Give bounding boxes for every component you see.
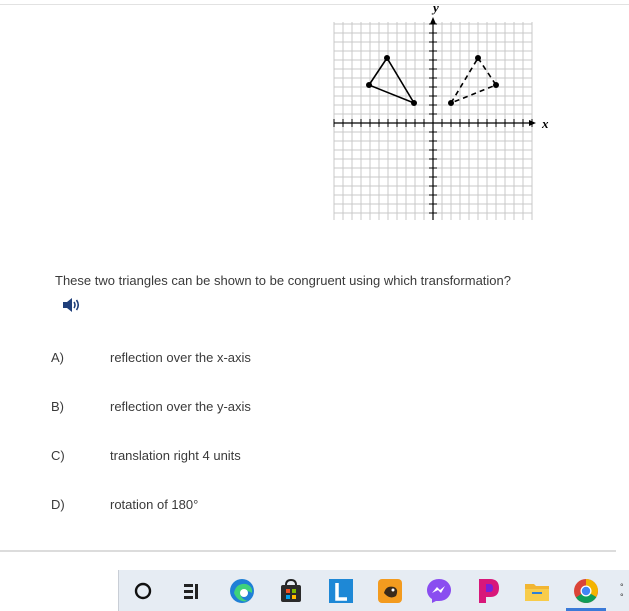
taskbar [0,570,629,611]
bottom-divider [0,550,616,552]
vertex-point [366,82,372,88]
answer-choice-c[interactable] [0,444,629,468]
chrome-browser-icon[interactable] [570,575,602,607]
widgets-icon[interactable] [175,575,207,607]
vertex-point [448,100,454,106]
choice-text: translation right 4 units [110,448,241,463]
vertex-point [493,82,499,88]
x-axis-label: x [542,116,549,131]
vertex-point [384,55,390,61]
speaker-icon[interactable] [61,296,83,314]
coordinate-graph [326,0,549,225]
edge-browser-icon[interactable] [226,575,258,607]
file-explorer-icon[interactable] [521,575,553,607]
messenger-icon[interactable] [423,575,455,607]
answer-choice-b[interactable] [0,395,629,419]
choice-letter: B) [51,399,64,414]
y-axis-label: y [433,0,439,15]
choice-text: reflection over the y-axis [110,399,251,414]
store-icon[interactable] [275,575,307,607]
choice-text: reflection over the x-axis [110,350,251,365]
vertex-point [475,55,481,61]
y-axis-arrow [430,17,436,24]
overflow-indicator: ° ° [620,582,624,602]
taskbar-search-box[interactable] [0,570,119,611]
task-view-icon[interactable] [127,575,159,607]
choice-letter: A) [51,350,64,365]
choice-text: rotation of 180° [110,497,199,512]
answer-choice-d[interactable] [0,493,629,517]
pandora-icon[interactable] [472,575,504,607]
choice-letter: C) [51,448,65,463]
answer-choice-a[interactable] [0,346,629,370]
pet-app-icon[interactable] [374,575,406,607]
question-prompt: These two triangles can be shown to be congruent using which transformation? [55,273,511,288]
choice-letter: D) [51,497,65,512]
l-app-icon[interactable] [325,575,357,607]
vertex-point [411,100,417,106]
